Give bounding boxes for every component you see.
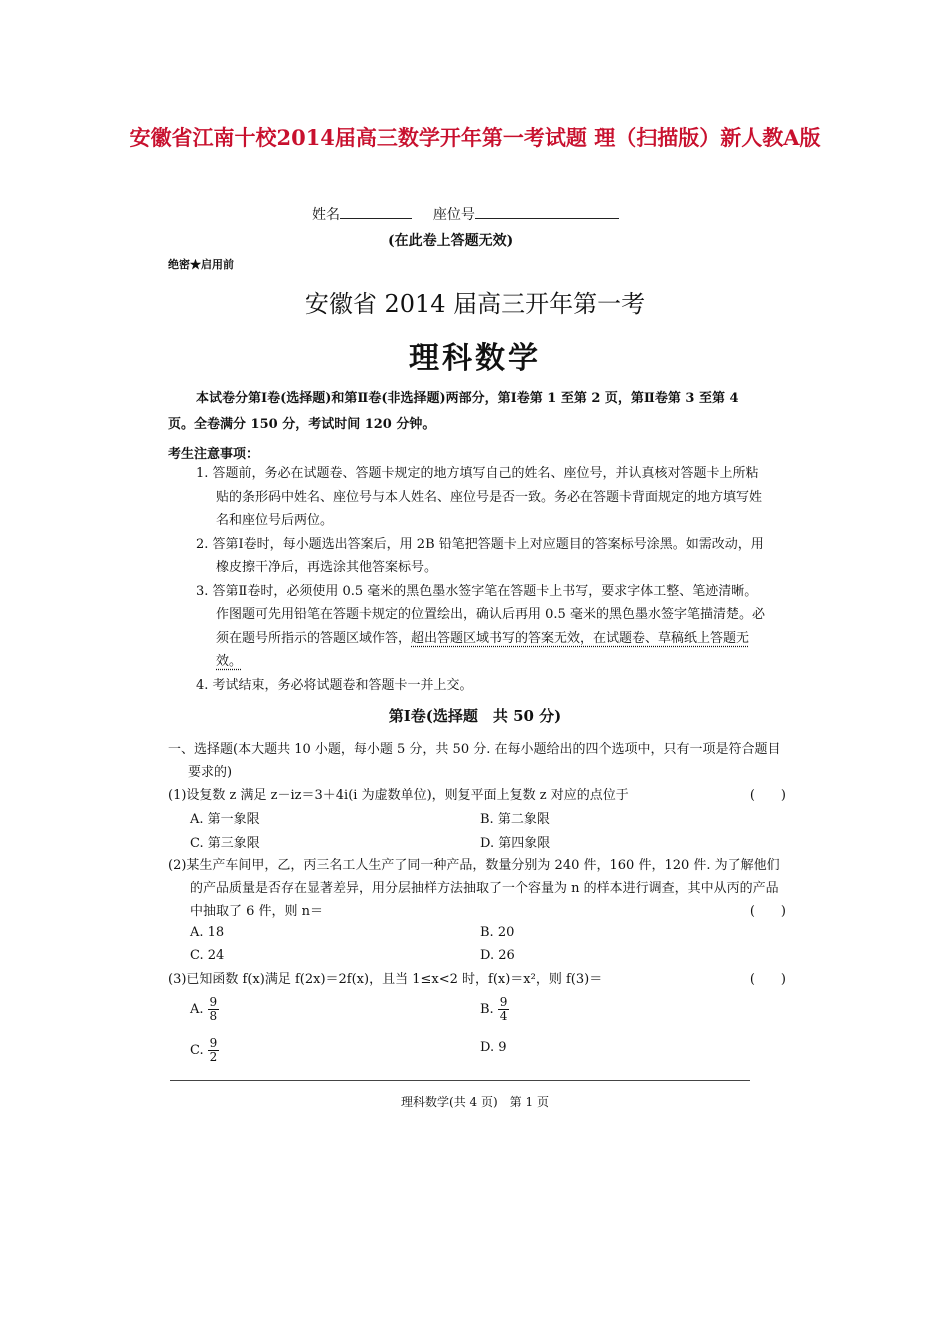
fraction <box>208 996 220 1023</box>
answer-paren: ( ) <box>749 972 786 987</box>
q3-option-d: D. 9 <box>480 1040 507 1055</box>
footer-rule <box>170 1080 750 1081</box>
q3-option-a <box>190 996 219 1023</box>
q1-option-d: D. 第四象限 <box>480 836 551 851</box>
section-heading: 一、选择题(本大题共 10 小题，每小题 5 分，共 50 分. 在每小题给出的四个选项中，只有一项是符合题目要求的) <box>168 742 781 780</box>
question-3-text: (3)已知函数 f(x)满足 f(2x)＝2f(x)，且当 1≤x<2 时，f(x)＝x²，则 f(3)＝ <box>168 972 603 987</box>
fraction-numerator: 9 <box>209 995 218 1009</box>
name-label: 姓名 <box>312 207 340 223</box>
q2-option-a: A. 18 <box>190 925 225 940</box>
fraction-numerator: 9 <box>209 1036 218 1050</box>
note-item: 1. 答题前，务必在试题卷、答题卡规定的地方填写自己的姓名、座位号，并认真核对答题卡上所粘贴的条形码中姓名、座位号与本人姓名、座位号是否一致。务必在答题卡背面规定的地方填写姓名和座位号后两位。 <box>196 466 763 528</box>
q3-option-c <box>190 1037 219 1064</box>
invalid-note: (在此卷上答题无效) <box>388 233 514 249</box>
part1-title: 第Ⅰ卷(选择题 共 50 分) <box>388 707 562 725</box>
answer-paren: ( ) <box>749 788 786 803</box>
question-2 <box>168 854 790 923</box>
name-seat-line <box>312 204 619 224</box>
option-label: B. <box>480 1002 494 1017</box>
seat-blank <box>475 204 619 219</box>
fraction-denominator: 4 <box>499 1009 508 1023</box>
option-label: C. <box>190 1043 204 1058</box>
seat-label: 座位号 <box>432 207 475 223</box>
q2-option-b: B. 20 <box>480 925 515 940</box>
confidential-mark: 绝密★启用前 <box>168 258 234 271</box>
q2-option-d: D. 26 <box>480 948 515 963</box>
exam-intro: 本试卷分第Ⅰ卷(选择题)和第Ⅱ卷(非选择题)两部分，第Ⅰ卷第 1 至第 2 页，第Ⅱ卷第 3 至第 4 页。全卷满分 150 分，考试时间 120 分钟。 <box>168 391 739 432</box>
note-item-3-emphasis: 超出答题区域书写的答案无效，在试题卷、草稿纸上答题无效。 <box>216 630 750 669</box>
page-footer: 理科数学(共 4 页) 第 1 页 <box>401 1095 549 1109</box>
fraction <box>208 1037 220 1064</box>
exam-title: 安徽省 2014 届高三开年第一考 <box>304 290 646 318</box>
q1-option-c: C. 第三象限 <box>190 836 260 851</box>
option-label: A. <box>190 1002 204 1017</box>
subject-title: 理科数学 <box>409 341 541 376</box>
note-item-3-text: 3. 答第Ⅱ卷时，必须使用 0.5 毫米的黑色墨水签字笔在答题卡上书写，要求字体工整、笔迹清晰。作图题可先用铅笔在答题卡规定的位置绘出，确认后再用 0.5 毫米的黑色墨水签字笔描清楚。必须在题号所指示的答题区域作答， <box>196 583 765 646</box>
fraction-denominator: 2 <box>209 1050 218 1064</box>
fraction <box>498 996 510 1023</box>
question-1-text: (1)设复数 z 满足 z－iz＝3＋4i(i 为虚数单位)，则复平面上复数 z 对应的点位于 <box>168 788 629 803</box>
q1-option-b: B. 第二象限 <box>480 812 550 827</box>
notes-list <box>196 462 768 697</box>
q2-option-c: C. 24 <box>190 948 225 963</box>
answer-paren: ( ) <box>749 904 786 919</box>
note-item: 4. 考试结束，务必将试题卷和答题卡一并上交。 <box>196 677 473 693</box>
q3-option-b <box>480 996 509 1023</box>
notes-title: 考生注意事项： <box>168 447 260 462</box>
note-item <box>196 580 768 674</box>
q1-option-a: A. 第一象限 <box>190 812 260 827</box>
document-title: 安徽省江南十校2014届高三数学开年第一考试题 理（扫描版）新人教A版 <box>129 125 821 150</box>
fraction-numerator: 9 <box>499 995 508 1009</box>
question-1 <box>168 784 790 807</box>
question-3 <box>168 968 790 991</box>
name-blank <box>340 204 412 219</box>
note-item: 2. 答第Ⅰ卷时，每小题选出答案后，用 2B 铅笔把答题卡上对应题目的答案标号涂黑。如需改动，用橡皮擦干净后，再选涂其他答案标号。 <box>196 536 764 575</box>
fraction-denominator: 8 <box>209 1009 218 1023</box>
question-2-text: (2)某生产车间甲，乙，丙三名工人生产了同一种产品，数量分别为 240 件，160 件，120 件. 为了解他们的产品质量是否存在显著差异，用分层抽样方法抽取了一个容量为 n 的样本进行调查，其中从丙的产品中抽取了 6 件，则 n＝ <box>168 858 780 919</box>
